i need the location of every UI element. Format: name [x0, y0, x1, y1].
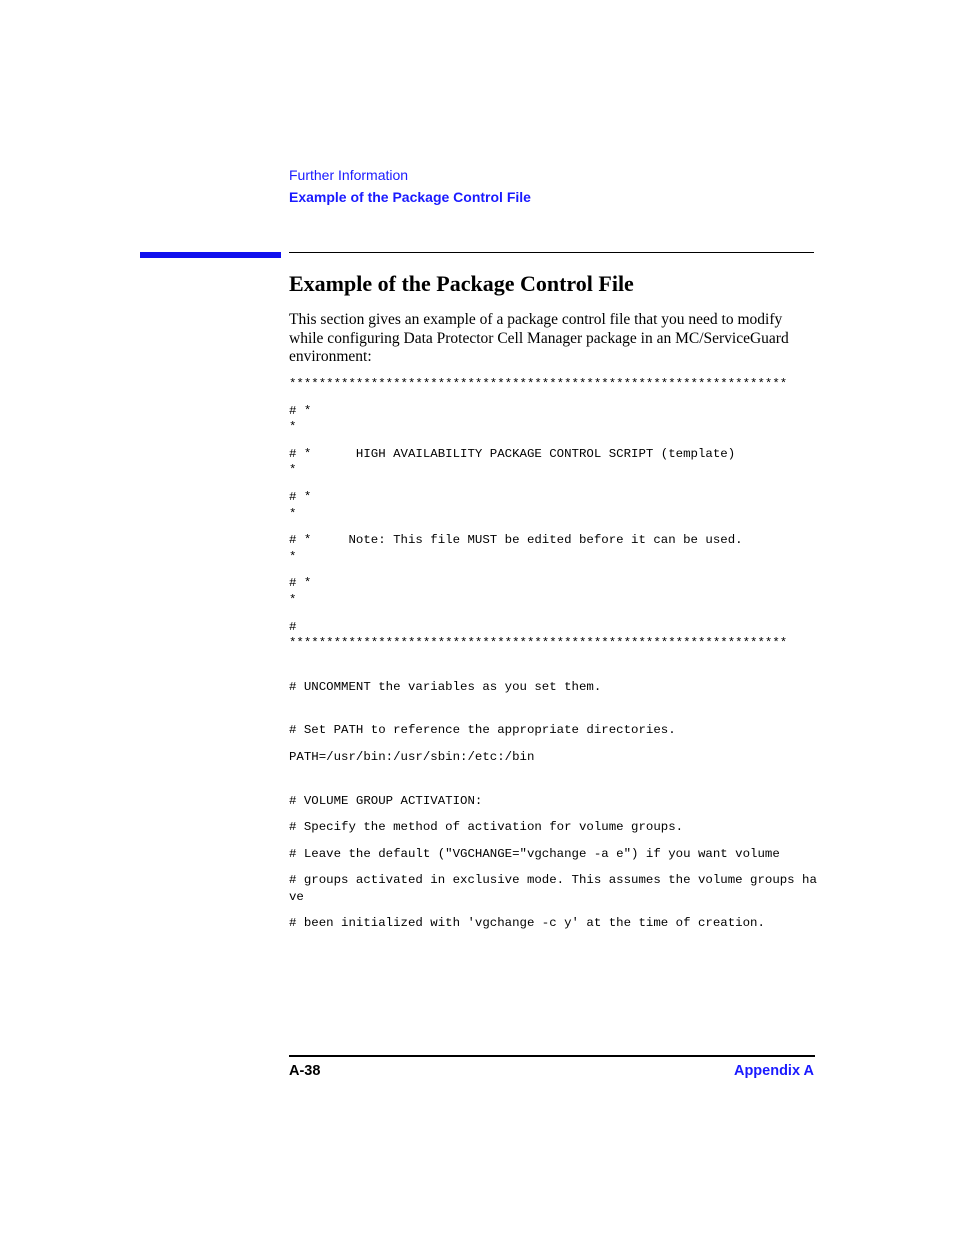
- footer-rule: [289, 1055, 815, 1057]
- code-line: # * *: [289, 403, 312, 435]
- code-line: # Leave the default ("VGCHANGE="vgchange -a e") if you want volume: [289, 846, 780, 861]
- running-header-section: Example of the Package Control File: [289, 189, 531, 205]
- page-number: A-38: [289, 1063, 321, 1079]
- code-line: # * *: [289, 576, 312, 607]
- code-line: # groups activated in exclusive mode. This assumes the volume groups have: [289, 873, 817, 904]
- code-line: # *******************************************************************: [289, 619, 788, 651]
- code-line: # * HIGH AVAILABILITY PACKAGE CONTROL SCRIPT (template) *: [289, 446, 736, 478]
- code-line: # UNCOMMENT the variables as you set them.: [289, 679, 602, 694]
- intro-paragraph: This section gives an example of a package control file that you need to modify while configuring Data Protector Cell Manager package in an MC/ServiceGuard environment:: [289, 311, 789, 365]
- footer-appendix-label: Appendix A: [733, 1063, 814, 1079]
- code-line: # Specify the method of activation for volume groups.: [289, 820, 684, 835]
- code-line: PATH=/usr/bin:/usr/sbin:/etc:/bin: [289, 749, 535, 764]
- code-line: # VOLUME GROUP ACTIVATION:: [289, 793, 483, 808]
- section-title: Example of the Package Control File: [289, 271, 634, 296]
- running-header-chapter: Further Information: [289, 167, 409, 183]
- code-line: # been initialized with 'vgchange -c y' at the time of creation.: [289, 916, 765, 931]
- code-line: *******************************************************************: [289, 377, 788, 391]
- code-line: # * Note: This file MUST be edited before it can be used. *: [289, 533, 743, 564]
- code-listing: [289, 376, 819, 942]
- section-marker-bar: [140, 252, 281, 258]
- code-line: # Set PATH to reference the appropriate directories.: [289, 723, 676, 738]
- section-rule: [289, 252, 814, 253]
- code-line: # * *: [289, 489, 312, 521]
